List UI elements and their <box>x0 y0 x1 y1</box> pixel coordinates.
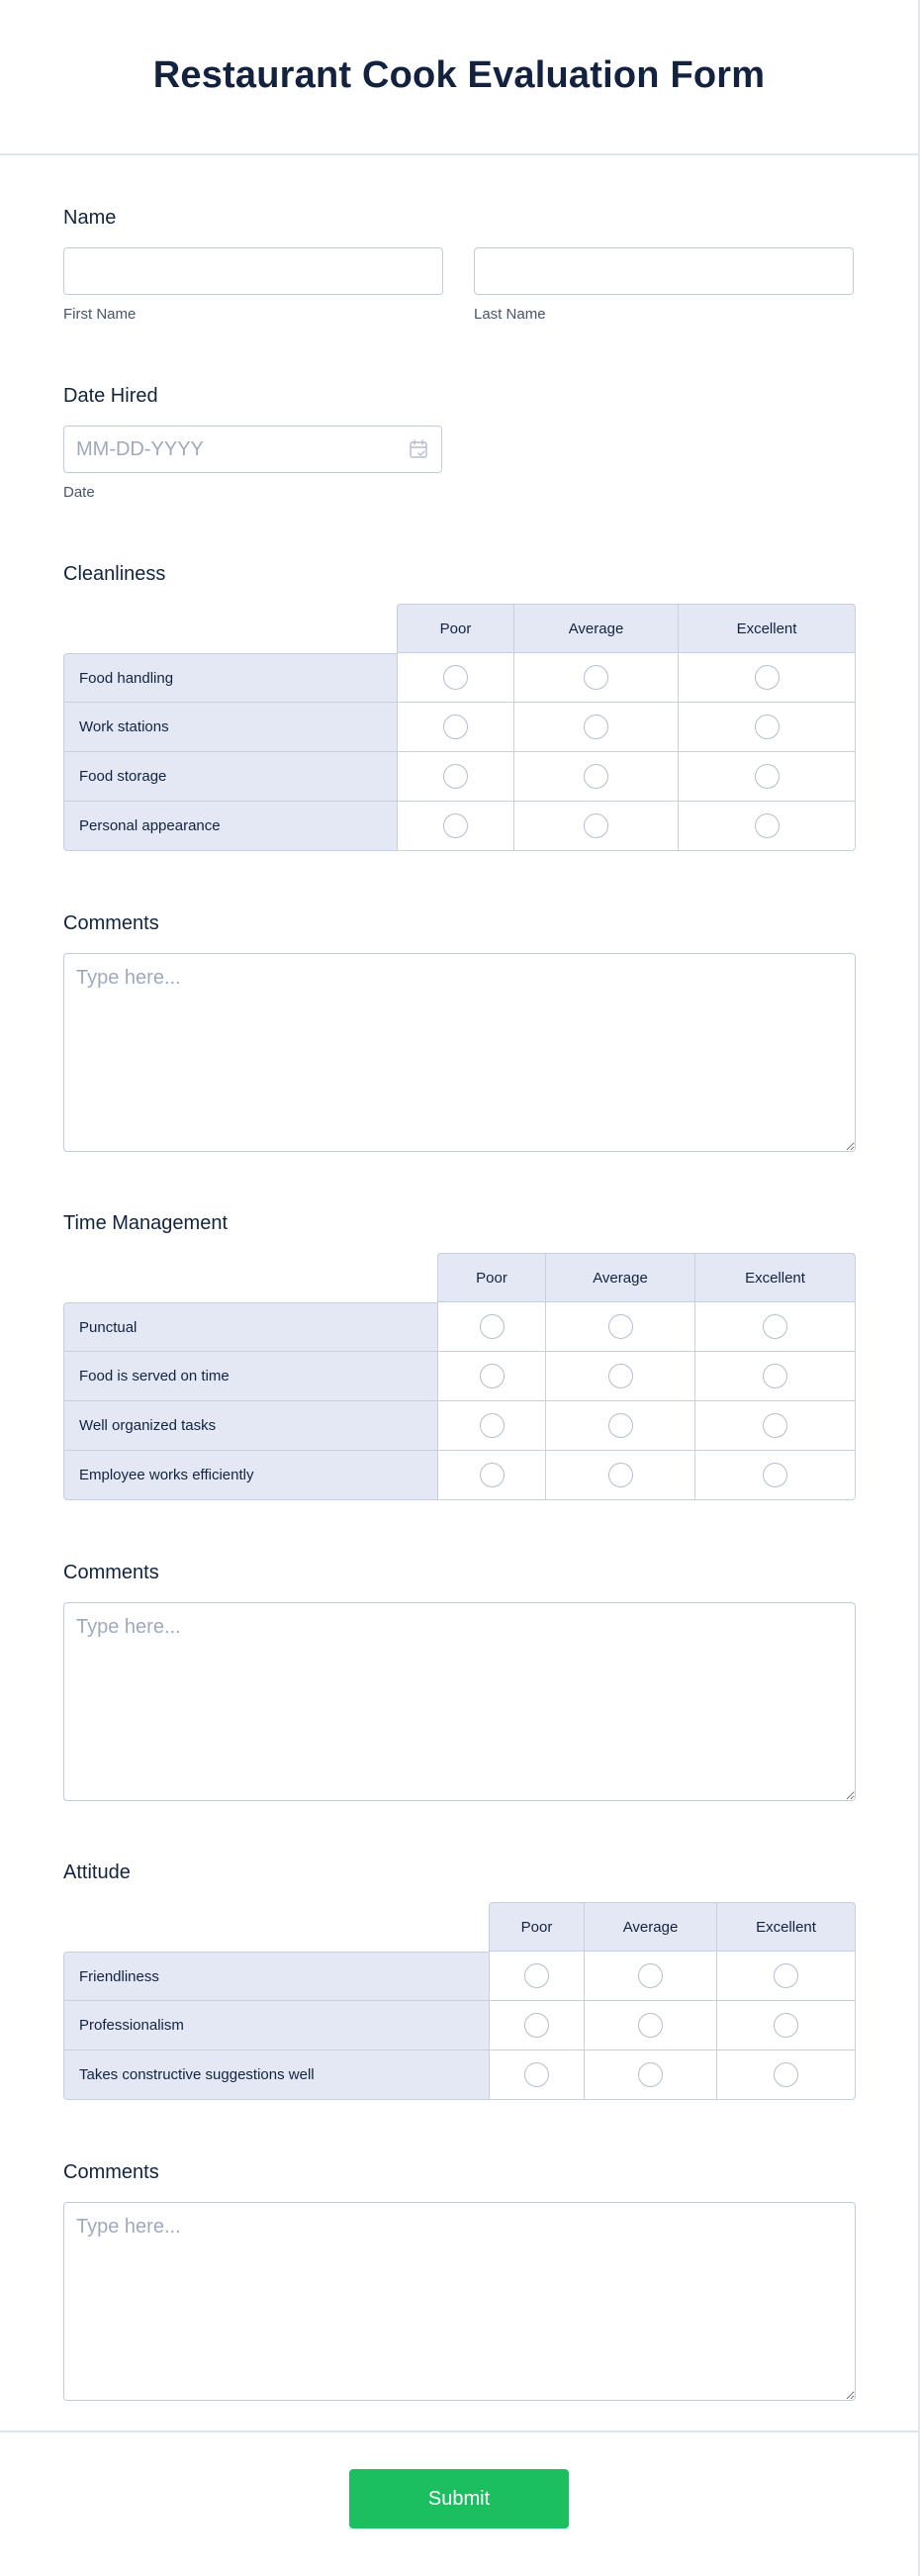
column-header-excellent: Excellent <box>694 1253 856 1302</box>
form-header <box>0 0 918 155</box>
radio-excellent[interactable] <box>774 2062 798 2087</box>
row-label: Work stations <box>63 703 397 752</box>
column-header-average: Average <box>513 604 678 653</box>
radio-average[interactable] <box>638 2013 663 2038</box>
radio-average[interactable] <box>584 813 608 838</box>
cleanliness-label: Cleanliness <box>63 563 166 585</box>
submit-button[interactable]: Submit <box>349 2469 569 2528</box>
last-name-sublabel: Last Name <box>474 306 546 323</box>
radio-average[interactable] <box>584 665 608 690</box>
radio-average[interactable] <box>608 1314 633 1339</box>
radio-excellent[interactable] <box>755 665 780 690</box>
matrix-row <box>63 703 856 752</box>
radio-excellent[interactable] <box>755 764 780 789</box>
row-label: Friendliness <box>63 1952 489 2001</box>
radio-poor[interactable] <box>480 1364 505 1388</box>
date-hired-label: Date Hired <box>63 385 158 407</box>
column-header-excellent: Excellent <box>716 1902 856 1952</box>
matrix-row <box>63 1302 856 1352</box>
comments-label: Comments <box>63 912 159 934</box>
radio-poor[interactable] <box>480 1314 505 1339</box>
comments-textarea[interactable] <box>63 2202 856 2401</box>
column-header-average: Average <box>545 1253 694 1302</box>
radio-average[interactable] <box>608 1463 633 1487</box>
row-label: Takes constructive suggestions well <box>63 2051 489 2100</box>
matrix-row <box>63 653 856 703</box>
date-hired-input[interactable] <box>63 426 442 473</box>
row-label: Punctual <box>63 1302 437 1352</box>
comments-section-time-management <box>63 1500 854 1801</box>
matrix-row <box>63 752 856 802</box>
matrix-row <box>63 2001 856 2051</box>
date-sublabel: Date <box>63 484 95 501</box>
comments-section-cleanliness <box>63 851 854 1152</box>
comments-textarea[interactable] <box>63 1602 856 1801</box>
radio-poor[interactable] <box>524 1963 549 1988</box>
radio-excellent[interactable] <box>763 1413 787 1438</box>
name-label: Name <box>63 207 117 229</box>
radio-poor[interactable] <box>524 2013 549 2038</box>
column-header-excellent: Excellent <box>678 604 856 653</box>
radio-poor[interactable] <box>443 665 468 690</box>
radio-average[interactable] <box>608 1413 633 1438</box>
column-header-poor: Poor <box>437 1253 545 1302</box>
column-header-poor: Poor <box>489 1902 584 1952</box>
name-section <box>63 155 854 324</box>
row-label: Personal appearance <box>63 802 397 851</box>
radio-average[interactable] <box>584 715 608 739</box>
comments-section-attitude <box>63 2100 854 2401</box>
form-footer <box>0 2431 918 2576</box>
matrix-row <box>63 1451 856 1500</box>
radio-poor[interactable] <box>480 1413 505 1438</box>
row-label: Professionalism <box>63 2001 489 2051</box>
time-management-section <box>63 1152 854 1500</box>
attitude-section <box>63 1801 854 2100</box>
row-label: Food is served on time <box>63 1352 437 1401</box>
attitude-label: Attitude <box>63 1861 131 1883</box>
comments-label: Comments <box>63 1562 159 1583</box>
radio-excellent[interactable] <box>755 813 780 838</box>
radio-excellent[interactable] <box>774 2013 798 2038</box>
radio-poor[interactable] <box>524 2062 549 2087</box>
row-label: Food storage <box>63 752 397 802</box>
column-header-poor: Poor <box>397 604 513 653</box>
radio-excellent[interactable] <box>774 1963 798 1988</box>
row-label: Well organized tasks <box>63 1401 437 1451</box>
first-name-sublabel: First Name <box>63 306 137 323</box>
form-title: Restaurant Cook Evaluation Form <box>152 53 766 96</box>
radio-excellent[interactable] <box>763 1364 787 1388</box>
cleanliness-matrix <box>63 604 856 851</box>
row-label: Employee works efficiently <box>63 1451 437 1500</box>
form-body <box>0 155 918 2401</box>
first-name-input[interactable] <box>63 247 443 295</box>
attitude-matrix <box>63 1902 856 2100</box>
matrix-row <box>63 2051 856 2100</box>
radio-average[interactable] <box>584 764 608 789</box>
radio-poor[interactable] <box>443 715 468 739</box>
matrix-row <box>63 1352 856 1401</box>
time-management-label: Time Management <box>63 1212 228 1234</box>
matrix-row <box>63 1401 856 1451</box>
column-header-average: Average <box>584 1902 716 1952</box>
date-hired-section <box>63 324 854 502</box>
radio-average[interactable] <box>638 1963 663 1988</box>
radio-excellent[interactable] <box>763 1463 787 1487</box>
time-management-matrix <box>63 1253 856 1500</box>
radio-excellent[interactable] <box>755 715 780 739</box>
matrix-row <box>63 802 856 851</box>
row-label: Food handling <box>63 653 397 703</box>
last-name-input[interactable] <box>474 247 854 295</box>
radio-poor[interactable] <box>480 1463 505 1487</box>
comments-textarea[interactable] <box>63 953 856 1152</box>
calendar-check-icon[interactable] <box>409 438 428 460</box>
cleanliness-section <box>63 502 854 851</box>
radio-excellent[interactable] <box>763 1314 787 1339</box>
radio-average[interactable] <box>638 2062 663 2087</box>
radio-poor[interactable] <box>443 764 468 789</box>
comments-label: Comments <box>63 2161 159 2183</box>
matrix-row <box>63 1952 856 2001</box>
radio-average[interactable] <box>608 1364 633 1388</box>
radio-poor[interactable] <box>443 813 468 838</box>
